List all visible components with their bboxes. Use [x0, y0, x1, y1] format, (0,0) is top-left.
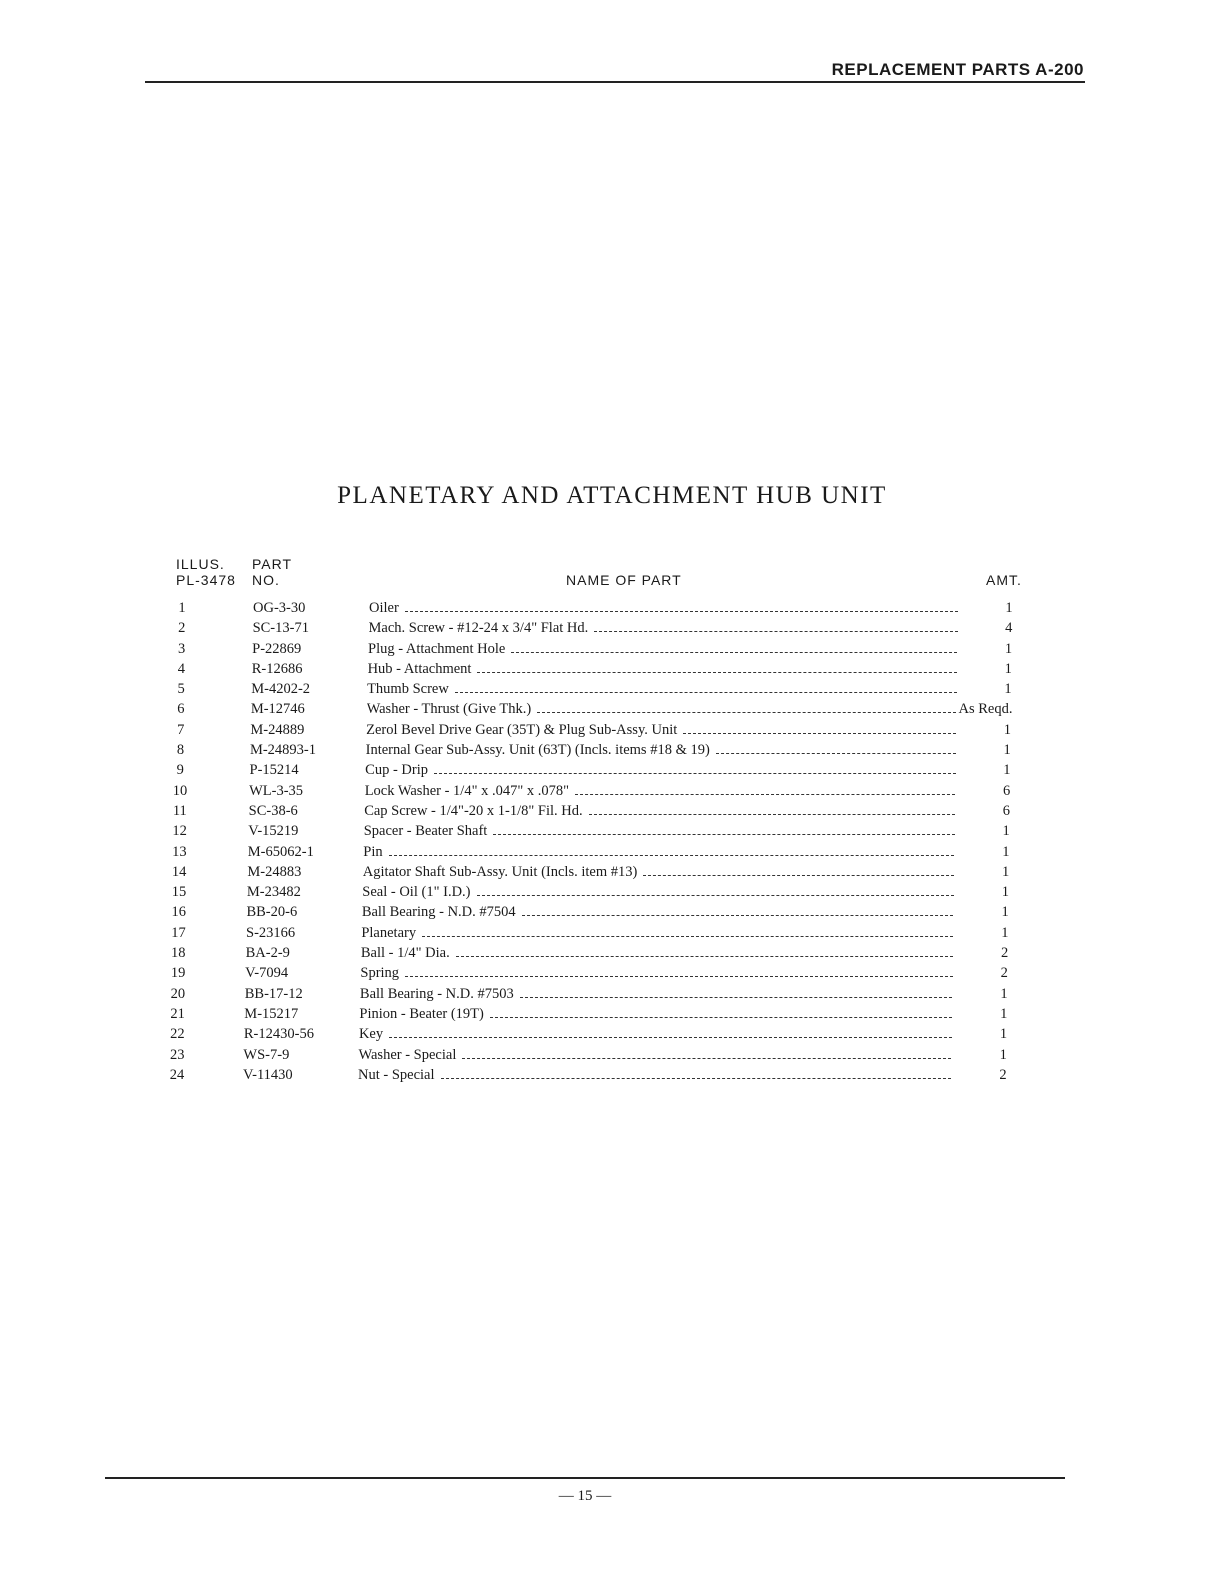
amount: 1 — [1000, 985, 1008, 1002]
part-name-cell — [360, 984, 952, 1004]
part-number: R-12686 — [251, 660, 303, 677]
table-row — [0, 740, 1224, 760]
illus-number: 5 — [177, 681, 185, 698]
table-row — [0, 679, 1224, 699]
leader-dots — [537, 699, 956, 713]
part-number: WL-3-35 — [249, 782, 304, 799]
part-number: BB-20-6 — [246, 904, 298, 921]
table-row — [0, 801, 1224, 821]
illus-number: 23 — [169, 1046, 185, 1063]
amount: 1 — [999, 1046, 1007, 1063]
part-name-cell — [366, 720, 956, 740]
table-row — [0, 659, 1224, 679]
part-name: Zerol Bevel Drive Gear (35T) & Plug Sub-Assy. Unit — [366, 721, 678, 738]
leader-dots — [643, 862, 954, 876]
illus-number: 10 — [172, 782, 188, 799]
part-name: Thumb Screw — [367, 681, 449, 698]
part-name: Mach. Screw - #12-24 x 3/4" Flat Hd. — [368, 620, 589, 637]
part-number: WS-7-9 — [243, 1046, 290, 1063]
illus-number: 12 — [172, 823, 187, 840]
part-name-cell — [363, 842, 954, 862]
part-name-cell — [363, 862, 954, 882]
leader-dots — [490, 1004, 952, 1018]
table-row — [0, 862, 1224, 882]
part-number: M-24893-1 — [249, 742, 317, 759]
amount: 1 — [1000, 1005, 1008, 1022]
part-name: Lock Washer - 1/4" x .047" x .078" — [364, 782, 570, 799]
part-name-cell — [360, 963, 952, 983]
part-name: Ball - 1/4" Dia. — [360, 945, 450, 962]
part-name-cell — [369, 618, 958, 638]
amount: 2 — [1000, 965, 1008, 982]
part-name-cell — [359, 1024, 952, 1044]
illus-number: 18 — [171, 945, 186, 962]
leader-dots — [522, 902, 954, 916]
amount: 1 — [1001, 904, 1009, 921]
part-number: M-23482 — [246, 884, 301, 901]
amount: 1 — [1004, 681, 1012, 698]
leader-dots — [477, 659, 957, 673]
illus-number: 21 — [170, 1005, 185, 1022]
leader-dots — [683, 720, 956, 734]
table-row — [0, 699, 1224, 719]
table-row — [0, 943, 1224, 963]
part-name-cell — [361, 943, 953, 963]
amount: 4 — [1005, 620, 1013, 637]
leader-dots — [575, 781, 955, 795]
leader-dots — [589, 801, 955, 815]
amount: 6 — [1002, 802, 1011, 819]
amount: 1 — [1004, 660, 1012, 677]
column-header-illus-sub: PL-3478 — [176, 572, 236, 588]
column-header-name: NAME OF PART — [566, 572, 682, 588]
part-name: Washer - Special — [358, 1046, 457, 1063]
part-name: Planetary — [361, 924, 417, 941]
table-row — [0, 963, 1224, 983]
part-number: M-12746 — [250, 701, 305, 718]
part-number: R-12430-56 — [243, 1026, 314, 1043]
part-name-cell — [358, 1045, 951, 1065]
leader-dots — [389, 1024, 951, 1038]
part-name-cell — [366, 740, 956, 760]
part-name-cell — [361, 923, 953, 943]
part-number: OG-3-30 — [253, 600, 306, 616]
illus-number: 20 — [170, 985, 186, 1002]
column-header-part-sub: NO. — [252, 572, 280, 588]
section-title: PLANETARY AND ATTACHMENT HUB UNIT — [337, 482, 887, 509]
part-name: Ball Bearing - N.D. #7503 — [359, 985, 514, 1002]
part-number: V-15219 — [248, 823, 299, 840]
leader-dots — [462, 1045, 951, 1059]
leader-dots — [511, 639, 957, 653]
leader-dots — [405, 963, 952, 977]
part-name: Oiler — [369, 600, 399, 616]
part-name-cell — [369, 598, 958, 618]
illus-number: 22 — [170, 1026, 185, 1043]
table-row — [0, 882, 1224, 902]
part-number: M-15217 — [244, 1005, 299, 1022]
leader-dots — [405, 598, 958, 612]
table-row — [0, 1065, 1224, 1085]
leader-dots — [455, 679, 957, 693]
illus-number: 13 — [172, 843, 187, 860]
illus-number: 2 — [178, 620, 186, 637]
header-divider — [145, 81, 1085, 83]
table-row — [0, 639, 1224, 659]
table-row — [0, 598, 1224, 618]
table-row — [0, 984, 1224, 1004]
leader-dots — [456, 943, 953, 957]
part-name-cell — [358, 1065, 951, 1085]
amount: 1 — [1002, 843, 1010, 860]
leader-dots — [520, 984, 952, 998]
part-name-cell — [359, 1004, 951, 1024]
table-row — [0, 1004, 1224, 1024]
part-name: Cup - Drip — [365, 762, 429, 779]
part-name-cell — [362, 882, 953, 902]
part-name: Nut - Special — [358, 1066, 435, 1083]
parts-table — [0, 598, 1224, 1085]
part-number: M-65062-1 — [247, 843, 314, 860]
part-name-cell — [364, 801, 955, 821]
part-number: SC-38-6 — [248, 802, 298, 819]
part-name-cell — [367, 679, 957, 699]
part-name-cell — [362, 902, 954, 922]
part-name-cell — [364, 821, 955, 841]
illus-number: 11 — [172, 802, 187, 819]
illus-number: 7 — [177, 721, 185, 738]
table-row — [0, 760, 1224, 780]
illus-number: 6 — [177, 701, 185, 718]
illus-number: 17 — [171, 924, 186, 941]
amount: 1 — [1002, 823, 1010, 840]
part-name: Cap Screw - 1/4"-20 x 1-1/8" Fil. Hd. — [364, 802, 583, 819]
illus-number: 15 — [171, 884, 187, 901]
part-number: V-11430 — [243, 1066, 293, 1083]
part-name-cell — [368, 659, 958, 679]
part-name: Plug - Attachment Hole — [368, 640, 506, 657]
leader-dots — [422, 923, 953, 937]
part-name: Agitator Shaft Sub-Assy. Unit (Incls. item #13) — [362, 863, 638, 880]
part-name-cell — [365, 781, 956, 801]
amount: 1 — [1003, 762, 1011, 779]
table-row — [0, 842, 1224, 862]
table-row — [0, 902, 1224, 922]
page-number: — 15 — — [558, 1488, 612, 1504]
leader-dots — [716, 740, 956, 754]
part-number: M-24883 — [247, 863, 302, 880]
part-name: Washer - Thrust (Give Thk.) — [366, 701, 532, 718]
leader-dots — [594, 618, 957, 632]
part-number: P-15214 — [249, 762, 299, 779]
table-row — [0, 1024, 1224, 1044]
table-row — [0, 1045, 1224, 1065]
column-header-part-label: PART — [252, 556, 293, 572]
part-number: S-23166 — [246, 924, 296, 941]
illus-number: 3 — [177, 640, 186, 657]
illus-number: 19 — [170, 965, 186, 982]
part-number: P-22869 — [252, 640, 302, 657]
leader-dots — [477, 882, 954, 896]
leader-dots — [441, 1065, 951, 1079]
part-number: SC-13-71 — [252, 620, 309, 637]
part-name: Hub - Attachment — [367, 660, 472, 677]
amount: 1 — [1003, 721, 1012, 738]
part-number: V-7094 — [245, 965, 289, 982]
column-header-part — [252, 556, 292, 588]
part-name: Pin — [363, 843, 383, 860]
table-row — [0, 618, 1224, 638]
part-name: Seal - Oil (1" I.D.) — [362, 884, 471, 901]
amount: 1 — [1003, 742, 1011, 759]
part-name: Ball Bearing - N.D. #7504 — [361, 904, 516, 921]
amount: 1 — [1005, 600, 1013, 616]
illus-number: 14 — [171, 863, 187, 880]
amount: 1 — [1004, 640, 1013, 657]
footer-divider — [105, 1477, 1065, 1479]
leader-dots — [389, 842, 955, 856]
amount: As Reqd. — [958, 701, 1013, 718]
illus-number: 8 — [176, 742, 185, 759]
part-name: Pinion - Beater (19T) — [359, 1005, 484, 1022]
illus-number: 16 — [171, 904, 186, 921]
column-header-illus — [176, 556, 236, 588]
table-row — [0, 821, 1224, 841]
illus-number: 1 — [178, 600, 186, 616]
amount: 1 — [1001, 863, 1010, 880]
amount: 2 — [999, 1066, 1007, 1083]
leader-dots — [434, 760, 956, 774]
amount: 1 — [999, 1026, 1008, 1043]
column-header-illus-label: ILLUS. — [176, 556, 225, 572]
table-row — [0, 923, 1224, 943]
part-name-cell — [367, 699, 957, 719]
leader-dots — [493, 821, 954, 835]
part-name-cell — [368, 639, 957, 659]
part-number: BA-2-9 — [245, 945, 290, 962]
amount: 2 — [1000, 945, 1009, 962]
amount: 1 — [1001, 884, 1009, 901]
page-header-title: REPLACEMENT PARTS A-200 — [831, 60, 1084, 79]
part-name: Spacer - Beater Shaft — [363, 823, 488, 840]
table-row — [0, 720, 1224, 740]
table-row — [0, 781, 1224, 801]
part-name: Spring — [360, 965, 400, 982]
part-name: Key — [358, 1026, 384, 1043]
amount: 6 — [1003, 782, 1011, 799]
part-number: M-24889 — [250, 721, 305, 738]
illus-number: 24 — [169, 1066, 185, 1083]
part-name: Internal Gear Sub-Assy. Unit (63T) (Incls. items #18 & 19) — [365, 742, 710, 759]
part-number: BB-17-12 — [244, 985, 303, 1002]
illus-number: 9 — [176, 762, 184, 779]
illus-number: 4 — [177, 660, 185, 677]
part-number: M-4202-2 — [251, 681, 311, 698]
column-header-amt: AMT. — [986, 572, 1022, 588]
part-name-cell — [365, 760, 955, 780]
amount: 1 — [1001, 924, 1009, 941]
